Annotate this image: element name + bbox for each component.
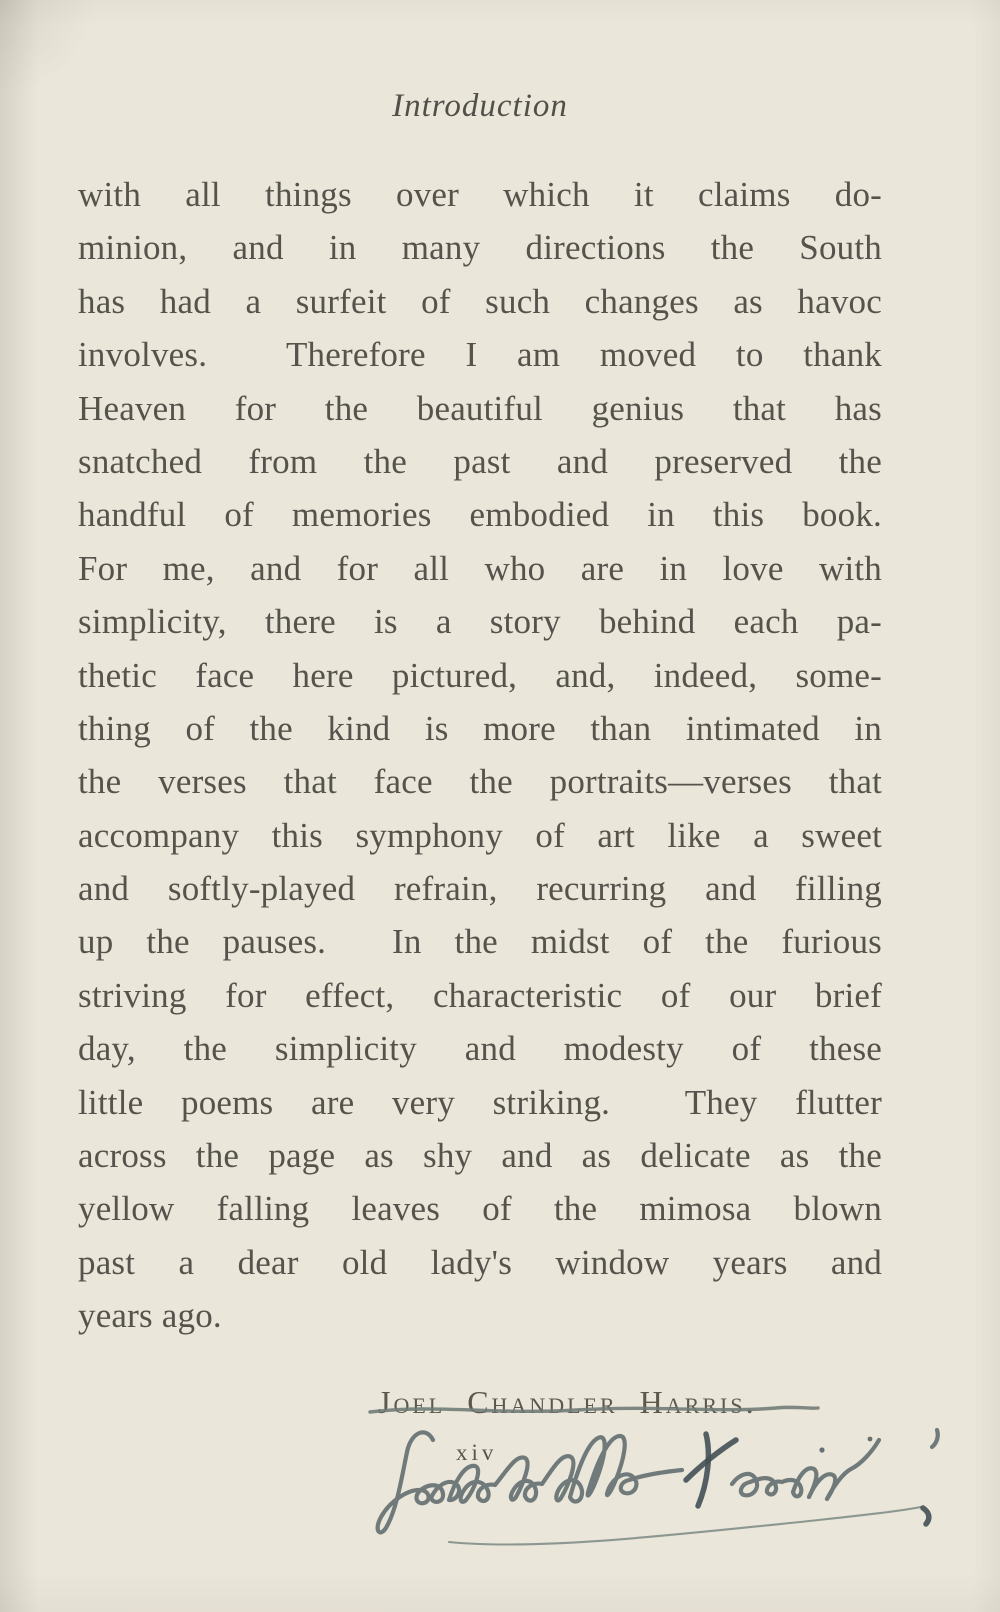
signature-stroke-tail <box>732 1440 879 1499</box>
text-line: striving for effect, characteristic of our brief <box>78 975 882 1015</box>
signature-ink-dot <box>868 1437 873 1442</box>
text-line: has had a surfeit of such changes as havoc <box>78 281 882 321</box>
signature-comma-flourish <box>923 1508 929 1524</box>
printed-author-name: Joel Chandler Harris. <box>378 1384 757 1420</box>
text-line: past a dear old lady's window years and <box>78 1242 882 1282</box>
author-signature <box>370 1412 950 1557</box>
text-line: little poems are very striking. They flutter <box>78 1082 882 1122</box>
text-line: involves. Therefore I am moved to thank <box>78 335 882 375</box>
text-line: the verses that face the portraits—verses that <box>78 762 882 802</box>
signature-stroke-h-cross <box>686 1440 736 1480</box>
text-line: thetic face here pictured, and, indeed, some- <box>78 655 882 695</box>
body-paragraph <box>78 168 882 1343</box>
text-line: handful of memories embodied in this book. <box>78 495 882 535</box>
text-line: day, the simplicity and modesty of these <box>78 1029 882 1069</box>
text-line: years ago. <box>78 1296 222 1336</box>
text-line: and softly-played refrain, recurring and filling <box>78 869 882 909</box>
text-line: with all things over which it claims do- <box>78 175 882 214</box>
signature-ink-dot <box>819 1447 824 1452</box>
text-line: across the page as shy and as delicate as the <box>78 1136 882 1176</box>
text-line: thing of the kind is more than intimated in <box>78 708 882 748</box>
page-number: xiv <box>456 1440 498 1465</box>
signature-apostrophe-tick <box>932 1430 938 1447</box>
text-line: snatched from the past and preserved the <box>78 441 882 481</box>
text-line: accompany this symphony of art like a sweet <box>78 815 882 855</box>
signature-stroke <box>378 1432 682 1532</box>
signature-underline <box>449 1507 921 1545</box>
text-line: minion, and in many directions the South <box>78 228 882 268</box>
text-line: Heaven for the beautiful genius that has <box>78 388 882 428</box>
text-line: yellow falling leaves of the mimosa blown <box>78 1189 882 1229</box>
text-line: up the pauses. In the midst of the furious <box>78 922 882 962</box>
page-title: Introduction <box>392 88 568 124</box>
text-line: simplicity, there is a story behind each pa- <box>78 602 882 642</box>
text-line: For me, and for all who are in love with <box>78 548 882 588</box>
